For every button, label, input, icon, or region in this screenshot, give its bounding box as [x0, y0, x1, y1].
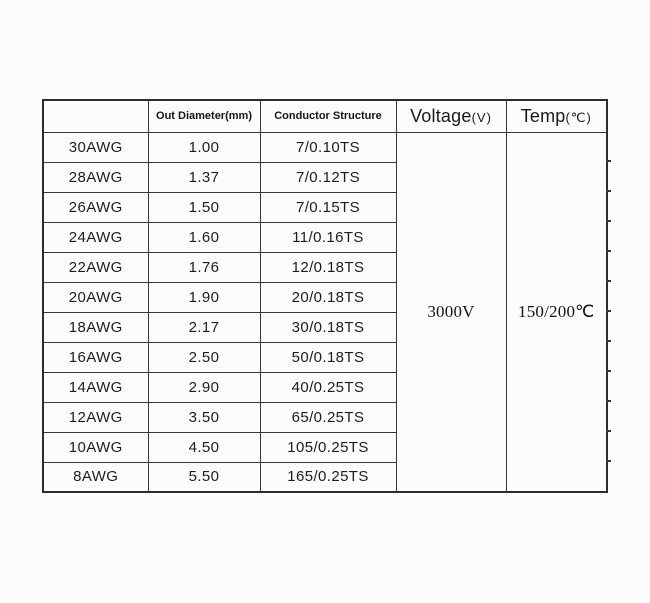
structure-cell: 7/0.12TS — [260, 162, 396, 192]
diameter-cell: 1.50 — [148, 192, 260, 222]
structure-cell: 20/0.18TS — [260, 282, 396, 312]
diameter-cell: 1.60 — [148, 222, 260, 252]
structure-cell: 105/0.25TS — [260, 432, 396, 462]
header-temp — [506, 100, 607, 132]
voltage-value-cell: 3000V — [396, 132, 506, 492]
diameter-cell: 1.90 — [148, 282, 260, 312]
diameter-cell: 1.37 — [148, 162, 260, 192]
structure-cell: 11/0.16TS — [260, 222, 396, 252]
awg-cell: 18AWG — [43, 312, 148, 342]
diameter-cell: 3.50 — [148, 402, 260, 432]
awg-cell: 28AWG — [43, 162, 148, 192]
row-line-tick — [606, 430, 611, 432]
voltage-header-unit: (V) — [471, 109, 492, 125]
awg-cell: 24AWG — [43, 222, 148, 252]
row-line-tick — [606, 280, 611, 282]
diameter-cell: 2.50 — [148, 342, 260, 372]
diameter-cell: 4.50 — [148, 432, 260, 462]
temp-value-cell: 150/200℃ — [506, 132, 607, 492]
structure-cell: 165/0.25TS — [260, 462, 396, 492]
row-line-tick — [606, 220, 611, 222]
awg-cell: 30AWG — [43, 132, 148, 162]
structure-cell: 7/0.10TS — [260, 132, 396, 162]
awg-cell: 8AWG — [43, 462, 148, 492]
structure-cell: 65/0.25TS — [260, 402, 396, 432]
awg-cell: 26AWG — [43, 192, 148, 222]
wire-spec-table — [42, 99, 608, 493]
awg-cell: 22AWG — [43, 252, 148, 282]
spec-table-container — [42, 99, 608, 493]
diameter-cell: 2.17 — [148, 312, 260, 342]
spec-row — [43, 132, 607, 162]
awg-cell: 14AWG — [43, 372, 148, 402]
temp-header-unit: (℃) — [565, 109, 592, 125]
awg-cell: 16AWG — [43, 342, 148, 372]
awg-cell: 12AWG — [43, 402, 148, 432]
header-out-diameter: Out Diameter(mm) — [148, 100, 260, 132]
structure-cell: 30/0.18TS — [260, 312, 396, 342]
header-voltage — [396, 100, 506, 132]
diameter-cell: 1.00 — [148, 132, 260, 162]
diameter-cell: 2.90 — [148, 372, 260, 402]
row-line-tick — [606, 190, 611, 192]
header-awg-blank — [43, 100, 148, 132]
row-line-tick — [606, 340, 611, 342]
structure-cell: 40/0.25TS — [260, 372, 396, 402]
row-line-tick — [606, 370, 611, 372]
structure-cell: 50/0.18TS — [260, 342, 396, 372]
header-conductor-structure: Conductor Structure — [260, 100, 396, 132]
row-line-tick — [606, 310, 611, 312]
temp-header-label: Temp — [520, 105, 566, 126]
structure-cell: 12/0.18TS — [260, 252, 396, 282]
structure-cell: 7/0.15TS — [260, 192, 396, 222]
awg-cell: 20AWG — [43, 282, 148, 312]
row-line-tick — [606, 160, 611, 162]
row-line-tick — [606, 400, 611, 402]
header-row — [43, 100, 607, 132]
voltage-header-label: Voltage — [410, 105, 472, 126]
row-line-tick — [606, 250, 611, 252]
diameter-cell: 5.50 — [148, 462, 260, 492]
awg-cell: 10AWG — [43, 432, 148, 462]
diameter-cell: 1.76 — [148, 252, 260, 282]
row-line-tick — [606, 460, 611, 462]
